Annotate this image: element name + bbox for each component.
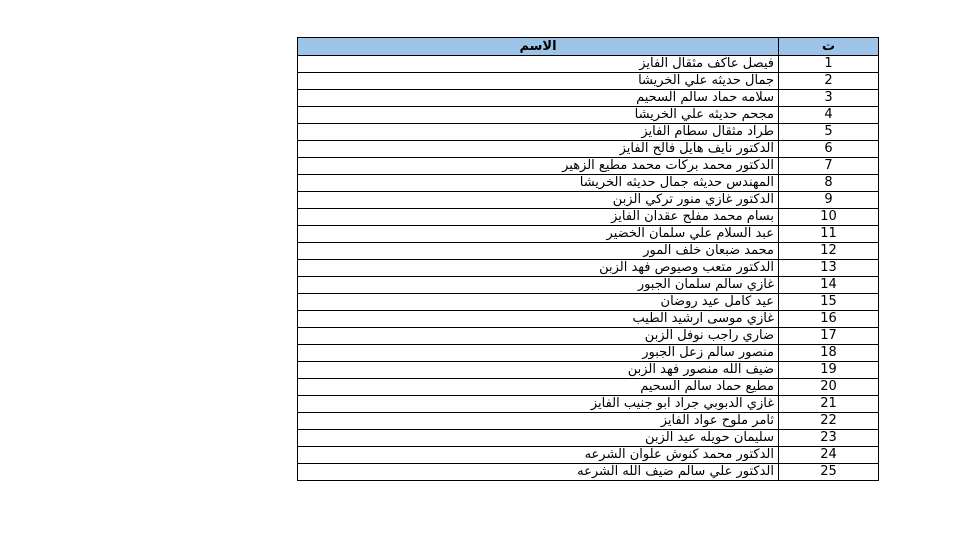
- table-row: [298, 464, 879, 481]
- row-name: سليمان حويله عيد الزبن: [298, 430, 779, 447]
- table-row: [298, 226, 879, 243]
- header-number: ت: [779, 38, 879, 56]
- row-name: غازي سالم سلمان الجبور: [298, 277, 779, 294]
- row-number: 5: [779, 124, 879, 141]
- row-name: الدكتور علي سالم ضيف الله الشرعه: [298, 464, 779, 481]
- table-row: [298, 141, 879, 158]
- row-name: غازي الدبوبي جراد ابو جنيب الفايز: [298, 396, 779, 413]
- row-name: فيصل عاكف مثقال الفايز: [298, 56, 779, 73]
- table-row: [298, 345, 879, 362]
- table-row: [298, 73, 879, 90]
- row-name: سلامه حماد سالم السحيم: [298, 90, 779, 107]
- row-number: 20: [779, 379, 879, 396]
- row-number: 11: [779, 226, 879, 243]
- table-row: [298, 277, 879, 294]
- row-number: 23: [779, 430, 879, 447]
- row-number: 17: [779, 328, 879, 345]
- row-name: غازي موسى ارشيد الطيب: [298, 311, 779, 328]
- table-row: [298, 447, 879, 464]
- table-row: [298, 243, 879, 260]
- names-table: [297, 37, 879, 481]
- row-number: 15: [779, 294, 879, 311]
- table-header-row: [298, 38, 879, 56]
- row-name: الدكتور محمد بركات محمد مطيع الزهير: [298, 158, 779, 175]
- row-number: 21: [779, 396, 879, 413]
- row-number: 6: [779, 141, 879, 158]
- row-name: بسام محمد مفلح عقدان الفايز: [298, 209, 779, 226]
- row-name: ضيف الله منصور فهد الزبن: [298, 362, 779, 379]
- table-row: [298, 158, 879, 175]
- row-name: منصور سالم زعل الجبور: [298, 345, 779, 362]
- row-number: 18: [779, 345, 879, 362]
- row-name: جمال حديثه علي الخريشا: [298, 73, 779, 90]
- row-number: 2: [779, 73, 879, 90]
- row-number: 24: [779, 447, 879, 464]
- table-row: [298, 260, 879, 277]
- row-number: 10: [779, 209, 879, 226]
- table-row: [298, 107, 879, 124]
- row-name: مجحم حديثه علي الخريشا: [298, 107, 779, 124]
- row-name: ضاري راجب نوفل الزبن: [298, 328, 779, 345]
- names-sheet: [297, 37, 878, 481]
- row-name: الدكتور نايف هايل فالح الفايز: [298, 141, 779, 158]
- table-row: [298, 294, 879, 311]
- row-number: 25: [779, 464, 879, 481]
- row-number: 19: [779, 362, 879, 379]
- row-name: الدكتور محمد كنوش علوان الشرعه: [298, 447, 779, 464]
- table-row: [298, 328, 879, 345]
- table-row: [298, 379, 879, 396]
- row-number: 22: [779, 413, 879, 430]
- row-number: 3: [779, 90, 879, 107]
- table-row: [298, 124, 879, 141]
- table-row: [298, 362, 879, 379]
- row-number: 1: [779, 56, 879, 73]
- row-name: الدكتور غازي منور تركي الزبن: [298, 192, 779, 209]
- row-number: 8: [779, 175, 879, 192]
- row-number: 14: [779, 277, 879, 294]
- table-row: [298, 90, 879, 107]
- row-number: 7: [779, 158, 879, 175]
- row-number: 12: [779, 243, 879, 260]
- table-row: [298, 396, 879, 413]
- row-number: 16: [779, 311, 879, 328]
- row-number: 13: [779, 260, 879, 277]
- table-row: [298, 175, 879, 192]
- table-row: [298, 209, 879, 226]
- table-body: [298, 56, 879, 481]
- row-name: مطيع حماد سالم السحيم: [298, 379, 779, 396]
- header-name: الاسم: [298, 38, 779, 56]
- table-row: [298, 413, 879, 430]
- row-name: محمد ضبعان خلف المور: [298, 243, 779, 260]
- table-row: [298, 192, 879, 209]
- row-name: الدكتور متعب وصيوص فهد الزبن: [298, 260, 779, 277]
- row-name: طراد مثقال سطام الفايز: [298, 124, 779, 141]
- row-number: 9: [779, 192, 879, 209]
- table-row: [298, 311, 879, 328]
- row-name: ثامر ملوح عواد الفايز: [298, 413, 779, 430]
- table-row: [298, 430, 879, 447]
- table-row: [298, 56, 879, 73]
- row-name: عبد السلام علي سلمان الخضير: [298, 226, 779, 243]
- row-name: عيد كامل عيد روضان: [298, 294, 779, 311]
- row-number: 4: [779, 107, 879, 124]
- row-name: المهندس حديثه جمال حديثه الخريشا: [298, 175, 779, 192]
